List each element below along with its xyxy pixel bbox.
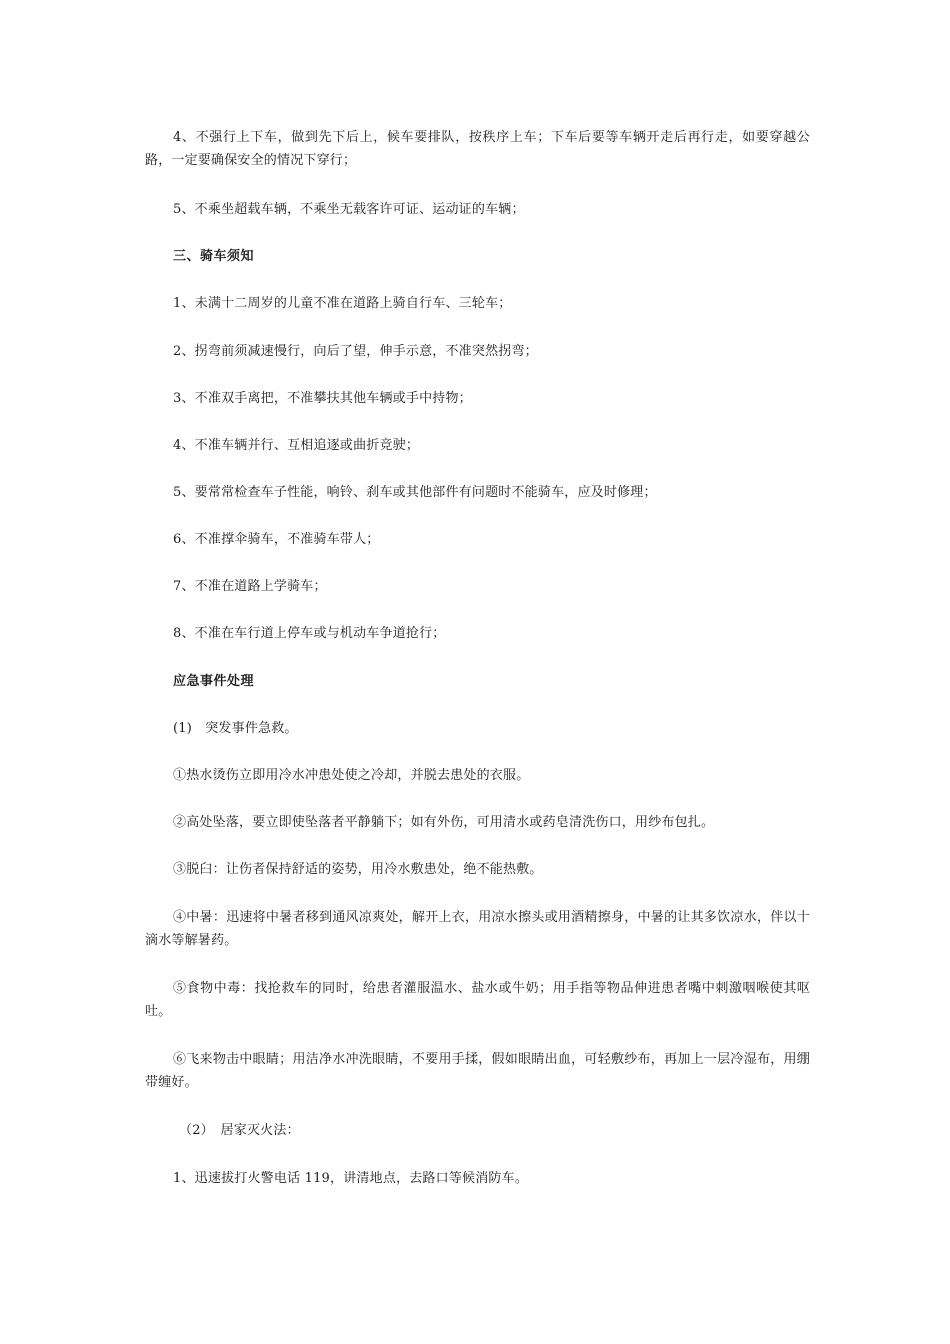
paragraph-scald: ①热水烫伤立即用冷水冲患处使之冷却，并脱去患处的衣服。 — [173, 768, 530, 783]
paragraph-cycling-rule-4: 4、不准车辆并行、互相追逐或曲折竞驶； — [173, 438, 420, 453]
paragraph-first-aid-heading: (1) 突发事件急救。 — [173, 721, 298, 736]
section-heading-emergency: 应急事件处理 — [173, 674, 255, 689]
paragraph-cycling-rule-2: 2、拐弯前须减速慢行，向后了望，伸手示意，不准突然拐弯； — [173, 344, 538, 359]
paragraph-dislocation: ③脱臼：让伤者保持舒适的姿势，用冷水敷患处，绝不能热敷。 — [173, 862, 543, 877]
paragraph-food-poisoning: ⑤食物中毒：找抢救车的同时，给患者灌服温水、盐水或牛奶；用手指等物品伸进患者嘴中刺激咽喉使其呕吐。 — [145, 981, 810, 1019]
paragraph-heatstroke: ④中暑：迅速将中暑者移到通风凉爽处，解开上衣，用凉水擦头或用酒精擦身，中暑的让其多饮凉水，伴以十滴水等解暑药。 — [145, 910, 810, 948]
paragraph-call-119: 1、迅速拔打火警电话 119，讲清地点，去路口等候消防车。 — [173, 1171, 529, 1186]
paragraph-cycling-rule-5: 5、要常常检查车子性能，响铃、刹车或其他部件有问题时不能骑车，应及时修理； — [173, 485, 657, 500]
paragraph-home-fire-heading: （2） 居家灭火法： — [179, 1123, 300, 1138]
paragraph-cycling-rule-7: 7、不准在道路上学骑车； — [173, 579, 327, 594]
paragraph-cycling-rule-6: 6、不准撑伞骑车，不准骑车带人； — [173, 532, 380, 547]
paragraph-fall: ②高处坠落，要立即使坠落者平静躺下；如有外伤，可用清水或药皂清洗伤口，用纱布包扎。 — [173, 815, 715, 830]
paragraph-no-overloaded-vehicles: 5、不乘坐超载车辆，不乘坐无载客许可证、运动证的车辆； — [173, 202, 525, 217]
paragraph-cycling-rule-3: 3、不准双手离把，不准攀扶其他车辆或手中持物； — [173, 391, 472, 406]
paragraph-cycling-rule-8: 8、不准在车行道上停车或与机动车争道抢行； — [173, 626, 446, 641]
section-heading-cycling: 三、骑车须知 — [173, 249, 255, 264]
paragraph-eye-injury: ⑥飞来物击中眼睛；用洁净水冲洗眼睛，不要用手揉，假如眼睛出血，可轻敷纱布，再加上一层冷湿布，用绷带缠好。 — [145, 1052, 810, 1090]
paragraph-bus-boarding: 4、不强行上下车，做到先下后上，候车要排队，按秩序上车；下车后要等车辆开走后再行走，如要穿越公路，一定要确保安全的情况下穿行； — [145, 130, 810, 168]
paragraph-cycling-rule-1: 1、未满十二周岁的儿童不准在道路上骑自行车、三轮车； — [173, 296, 512, 311]
